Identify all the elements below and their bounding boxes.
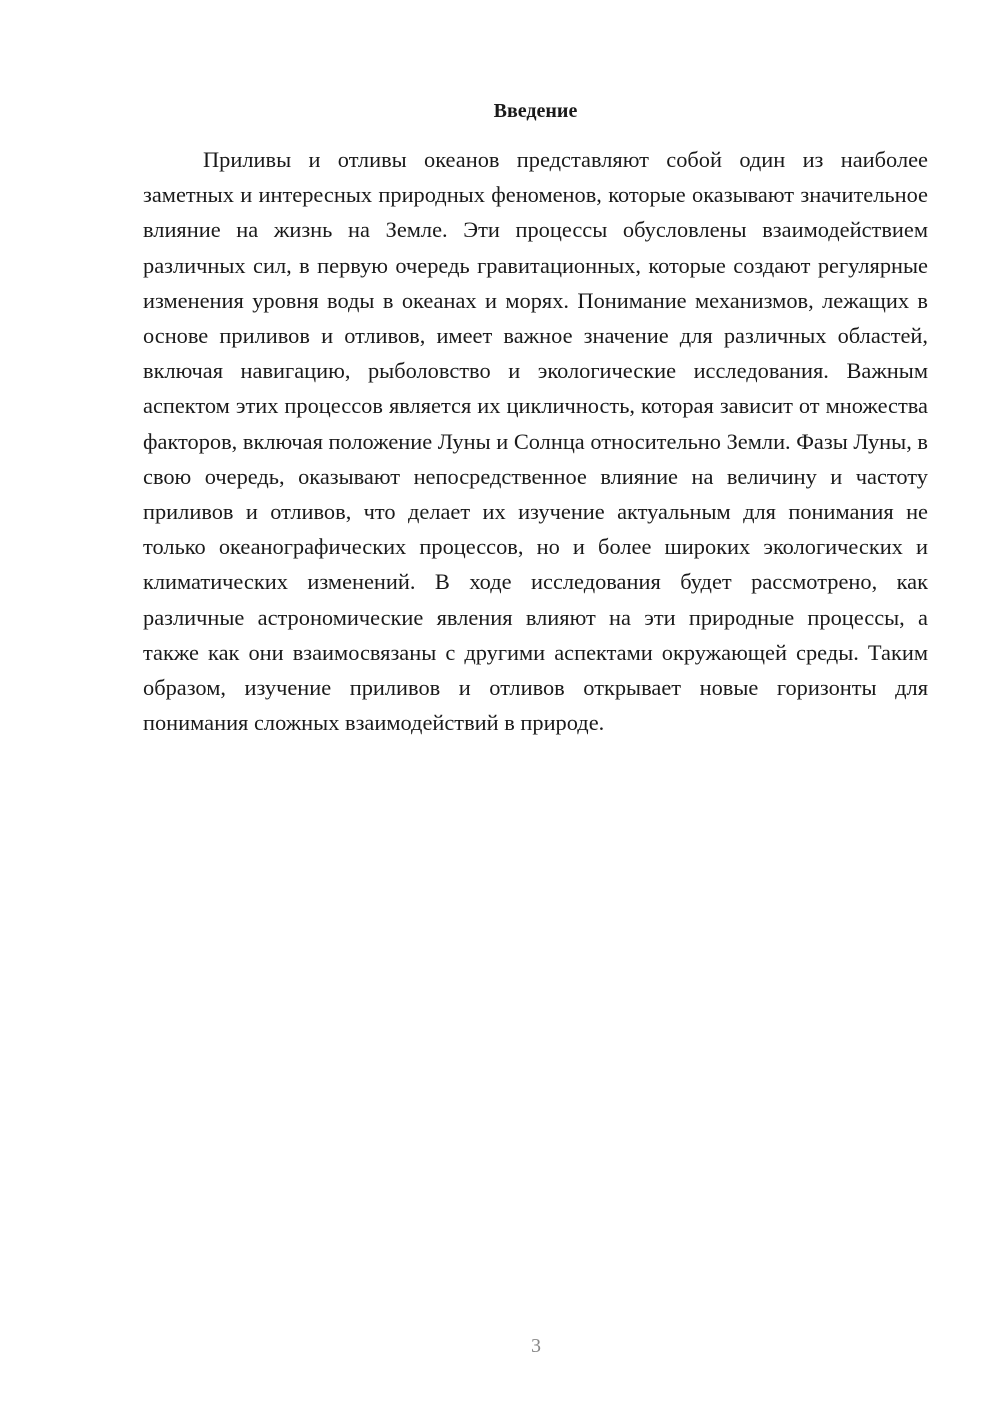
page-number: 3 (531, 1335, 541, 1357)
section-heading: Введение (493, 100, 578, 122)
body-paragraph: Приливы и отливы океанов представляют собой один из наиболее заметных и интересных природных феноменов, которые оказывают значительное влияние на жизнь на Земле. Эти процессы обусловлены взаимодействием различных сил, в первую очередь гравитационных, которые создают регулярные изменения уровня воды в океанах и морях. Понимание механизмов, лежащих в основе приливов и отливов, имеет важное значение для различных областей, включая навигацию, рыболовство и экологические исследования. Важным аспектом этих процессов является их цикличность, которая зависит от множества факторов, включая положение Луны и Солнца относительно Земли. Фазы Луны, в свою очередь, оказывают непосредственное влияние на величину и частоту приливов и отливов, что делает их изучение актуальным для понимания не только океанографических процессов, но и более широких экологических и климатических изменений. В ходе исследования будет рассмотрено, как различные астрономические явления влияют на эти природные процессы, а также как они взаимосвязаны с другими аспектами окружающей среды. Таким образом, изучение приливов и отливов открывает новые горизонты для понимания сложных взаимодействий в природе. (143, 147, 928, 736)
